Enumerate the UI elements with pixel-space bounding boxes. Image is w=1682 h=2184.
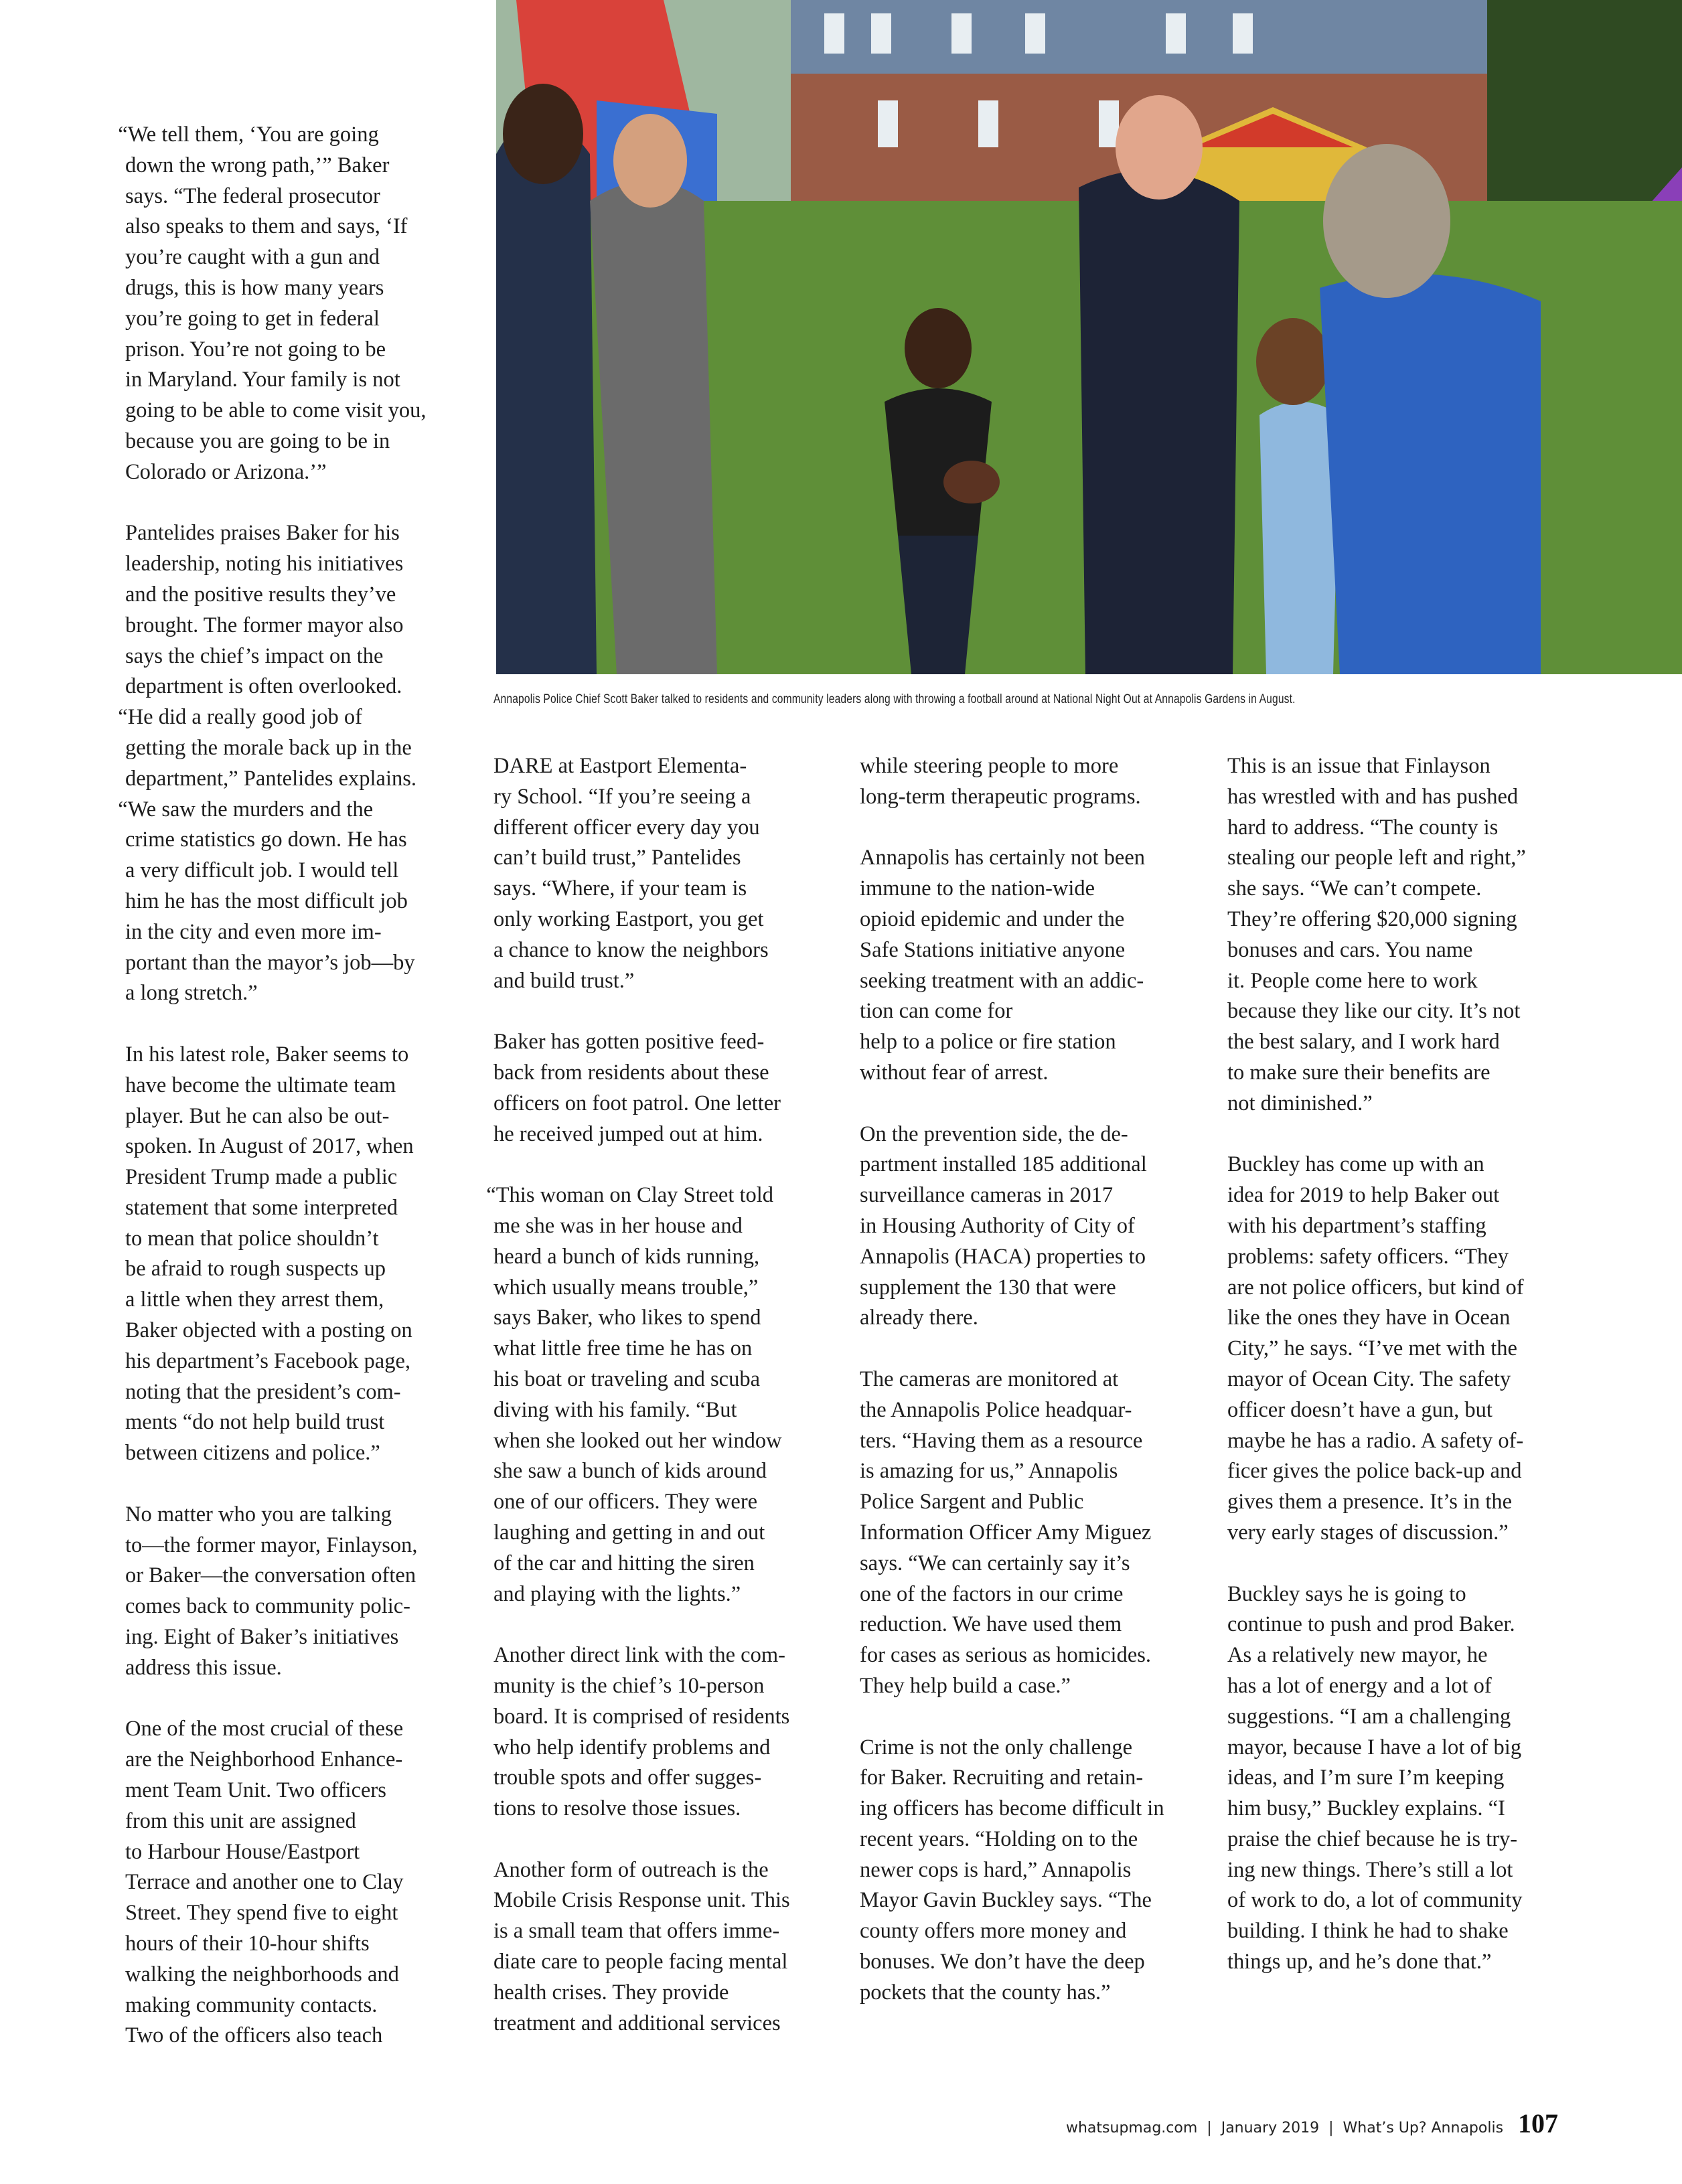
text-line: not diminished.” (1227, 1091, 1373, 1115)
text-line: supplement the 130 that were (860, 1275, 1116, 1300)
text-line: says the chief’s impact on the (125, 643, 384, 668)
text-line: one of our officers. They were (493, 1490, 758, 1514)
footer-website: whatsupmag.com (1066, 2120, 1198, 2136)
text-line: Baker has gotten positive feed- (493, 1030, 765, 1055)
text-line: to make sure their benefits are (1227, 1060, 1490, 1085)
text-line: brought. The former mayor also (125, 613, 404, 637)
text-line: drugs, this is how many years (125, 275, 384, 300)
text-line: a little when they arrest them, (125, 1288, 384, 1312)
text-line: noting that the president’s com- (125, 1379, 401, 1404)
text-line: be afraid to rough suspects up (125, 1257, 386, 1281)
paragraph (486, 1180, 842, 1610)
text-line: crime statistics go down. He has (125, 828, 407, 852)
text-line: DARE at Eastport Elementa- (493, 754, 747, 778)
text-line: ficer gives the police back-up and (1227, 1459, 1522, 1484)
text-line: officer doesn’t have a gun, but (1227, 1397, 1493, 1422)
text-line: seeking treatment with an addic- (860, 968, 1144, 993)
paragraph (1227, 1150, 1576, 1548)
paragraph (118, 120, 473, 488)
text-line: while steering people to more (860, 754, 1119, 778)
article-column-2 (486, 751, 842, 2039)
text-line: to mean that police shouldn’t (125, 1226, 379, 1251)
page-footer (1066, 2108, 1558, 2139)
paragraph (118, 518, 473, 1009)
article-column-1 (118, 120, 473, 2051)
text-line: you’re going to get in federal (125, 306, 380, 331)
text-line: comes back to community polic- (125, 1594, 411, 1619)
text-line: and build trust.” (493, 968, 635, 993)
text-line: City,” he says. “I’ve met with the (1227, 1336, 1517, 1361)
text-line: Street. They spend five to eight (125, 1901, 398, 1926)
text-line: because you are going to be in (125, 428, 390, 453)
text-line: address this issue. (125, 1655, 282, 1680)
text-line: in Maryland. Your family is not (125, 368, 400, 392)
text-line: ment Team Unit. Two officers (125, 1778, 386, 1803)
text-line: “This woman on Clay Street told (486, 1183, 774, 1208)
text-line: are the Neighborhood Enhance- (125, 1747, 403, 1772)
text-line: trouble spots and offer sugges- (493, 1766, 762, 1790)
paragraph (860, 751, 1208, 813)
text-line: spoken. In August of 2017, when (125, 1134, 414, 1159)
text-line: bonuses. We don’t have the deep (860, 1950, 1145, 1974)
article-photo (496, 0, 1682, 674)
article-column-3 (860, 751, 1208, 2009)
text-line: bonuses and cars. You name (1227, 937, 1473, 962)
paragraph (125, 1714, 473, 2051)
house-siding (791, 0, 1487, 74)
text-line: because they like our city. It’s not (1227, 999, 1521, 1024)
text-line: mayor, because I have a lot of big (1227, 1735, 1522, 1760)
text-line: “We saw the murders and the (118, 797, 374, 822)
text-line: pockets that the county has.” (860, 1980, 1111, 2005)
text-line: to Harbour House/Eastport (125, 1839, 360, 1864)
paragraph (1227, 751, 1576, 1119)
paragraph-gap (860, 1702, 1208, 1733)
text-line: mayor of Ocean City. The safety (1227, 1367, 1511, 1391)
text-line: me she was in her house and (493, 1213, 743, 1238)
paragraph-gap (125, 488, 473, 519)
text-line: Buckley says he is going to (1227, 1581, 1466, 1606)
text-line: health crises. They provide (493, 1980, 729, 2005)
text-line: tions to resolve those issues. (493, 1796, 741, 1821)
paragraph (860, 1119, 1208, 1334)
text-line: treatment and additional services (493, 2011, 781, 2035)
paragraph-gap (1227, 1549, 1576, 1579)
text-line: and the positive results they’ve (125, 582, 396, 607)
text-line: a long stretch.” (125, 981, 258, 1006)
text-line: him he has the most difficult job (125, 888, 408, 913)
text-line: him busy,” Buckley explains. “I (1227, 1796, 1505, 1821)
text-line: or Baker—the conversation often (125, 1563, 416, 1588)
text-line: prison. You’re not going to be (125, 337, 386, 362)
text-line: newer cops is hard,” Annapolis (860, 1857, 1132, 1882)
paragraph-gap (125, 1684, 473, 1715)
text-line: statement that some interpreted (125, 1195, 398, 1220)
text-line: Annapolis has certainly not been (860, 846, 1145, 870)
text-line: is a small team that offers imme- (493, 1919, 780, 1944)
paragraph (1227, 1579, 1576, 1978)
text-line: only working Eastport, you get (493, 907, 764, 931)
text-line: The cameras are monitored at (860, 1367, 1119, 1391)
text-line: diate care to people facing mental (493, 1950, 788, 1974)
paragraph (493, 1027, 842, 1150)
text-line: ideas, and I’m sure I’m keeping (1227, 1766, 1505, 1790)
text-line: also speaks to them and says, ‘If (125, 214, 408, 239)
text-line: one of the factors in our crime (860, 1581, 1124, 1606)
text-line: the best salary, and I work hard (1227, 1030, 1500, 1055)
text-line: are not police officers, but kind of (1227, 1275, 1524, 1300)
paragraph-gap (125, 1469, 473, 1500)
text-line: hours of their 10-hour shifts (125, 1932, 370, 1956)
paragraph-gap (1227, 1119, 1576, 1150)
text-line: when she looked out her window (493, 1428, 782, 1453)
paragraph-gap (493, 1610, 842, 1640)
text-line: a chance to know the neighbors (493, 937, 769, 962)
text-line: he received jumped out at him. (493, 1121, 763, 1146)
text-line: in Housing Authority of City of (860, 1213, 1135, 1238)
text-line: Information Officer Amy Miguez (860, 1520, 1152, 1545)
text-line: of the car and hitting the siren (493, 1551, 755, 1575)
text-line: you’re caught with a gun and (125, 245, 380, 270)
text-line: what little free time he has on (493, 1336, 753, 1361)
text-line: can’t build trust,” Pantelides (493, 846, 741, 870)
text-line: hard to address. “The county is (1227, 815, 1499, 840)
text-line: gives them a presence. It’s in the (1227, 1490, 1513, 1514)
text-line: They help build a case.” (860, 1673, 1071, 1698)
text-line: Baker objected with a posting on (125, 1318, 412, 1343)
text-line: Annapolis (HACA) properties to (860, 1244, 1146, 1269)
text-line: immune to the nation-wide (860, 876, 1095, 901)
text-line: long-term therapeutic programs. (860, 784, 1141, 809)
text-line: Buckley has come up with an (1227, 1152, 1484, 1177)
text-line: On the prevention side, the de- (860, 1121, 1128, 1146)
text-line: county offers more money and (860, 1919, 1127, 1944)
photo-caption: Annapolis Police Chief Scott Baker talked to residents and community leaders along with throwing a football around at National Night Out at Annapolis Gardens in August. (493, 692, 1296, 706)
text-line: and playing with the lights.” (493, 1581, 741, 1606)
text-line: between citizens and police.” (125, 1441, 380, 1466)
paragraph (493, 751, 842, 996)
text-line: making community contacts. (125, 1993, 378, 2017)
text-line: says Baker, who likes to spend (493, 1306, 761, 1330)
text-line: stealing our people left and right,” (1227, 846, 1526, 870)
text-line: from this unit are assigned (125, 1808, 356, 1833)
text-line: Safe Stations initiative anyone (860, 937, 1126, 962)
text-line: for Baker. Recruiting and retain- (860, 1766, 1144, 1790)
paragraph-gap (493, 1150, 842, 1180)
text-line: heard a bunch of kids running, (493, 1244, 760, 1269)
text-line: Pantelides praises Baker for his (125, 521, 400, 546)
text-line: department is often overlooked. (125, 674, 402, 699)
text-line: his department’s Facebook page, (125, 1348, 410, 1373)
text-line: which usually means trouble,” (493, 1275, 759, 1300)
text-line: recent years. “Holding on to the (860, 1826, 1138, 1851)
text-line: continue to push and prod Baker. (1227, 1612, 1515, 1637)
text-line: Two of the officers also teach (125, 2023, 383, 2048)
text-line: for cases as serious as homicides. (860, 1643, 1152, 1668)
footer-separator: | (1328, 2120, 1334, 2136)
text-line: praise the chief because he is try- (1227, 1826, 1518, 1851)
text-line: Police Sargent and Public (860, 1490, 1084, 1514)
text-line: reduction. We have used them (860, 1612, 1122, 1637)
text-line: without fear of arrest. (860, 1060, 1049, 1085)
text-line: surveillance cameras in 2017 (860, 1183, 1114, 1208)
text-line: ing officers has become difficult in (860, 1796, 1164, 1821)
paragraph-gap (125, 1009, 473, 1040)
text-line: like the ones they have in Ocean (1227, 1306, 1511, 1330)
text-line: of work to do, a lot of community (1227, 1888, 1523, 1913)
text-line: Terrace and another one to Clay (125, 1870, 404, 1895)
text-line: ry School. “If you’re seeing a (493, 784, 751, 809)
text-line: is amazing for us,” Annapolis (860, 1459, 1118, 1484)
paragraph (125, 1040, 473, 1469)
text-line: “We tell them, ‘You are going (118, 123, 379, 147)
text-line: has wrestled with and has pushed (1227, 784, 1519, 809)
text-line: says. “The federal prosecutor (125, 183, 380, 208)
paragraph (493, 1855, 842, 2039)
text-line: opioid epidemic and under the (860, 907, 1125, 931)
text-line: very early stages of discussion.” (1227, 1520, 1509, 1545)
text-line: Mayor Gavin Buckley says. “The (860, 1888, 1152, 1913)
text-line: walking the neighborhoods and (125, 1962, 399, 1986)
text-line: ters. “Having them as a resource (860, 1428, 1143, 1453)
text-line: diving with his family. “But (493, 1397, 737, 1422)
paragraph-gap (860, 813, 1208, 844)
paragraph-gap (493, 1824, 842, 1855)
text-line: help to a police or fire station (860, 1030, 1116, 1055)
text-line: have become the ultimate team (125, 1073, 396, 1097)
text-line: getting the morale back up in the (125, 735, 412, 760)
text-line: already there. (860, 1306, 978, 1330)
text-line: department,” Pantelides explains. (125, 766, 417, 791)
paragraph-gap (860, 1089, 1208, 1119)
text-line: suggestions. “I am a challenging (1227, 1704, 1511, 1729)
text-line: maybe he has a radio. A safety of- (1227, 1428, 1524, 1453)
text-line: ing new things. There’s still a lot (1227, 1857, 1513, 1882)
text-line: tion can come for (860, 999, 1013, 1024)
text-line: ments “do not help build trust (125, 1410, 385, 1435)
paragraph (860, 1733, 1208, 2009)
text-line: she says. “We can’t compete. (1227, 876, 1482, 901)
text-line: In his latest role, Baker seems to (125, 1042, 409, 1067)
text-line: board. It is comprised of residents (493, 1704, 790, 1729)
text-line: Colorado or Arizona.’” (125, 459, 327, 484)
text-line: going to be able to come visit you, (125, 398, 427, 423)
text-line: down the wrong path,’” Baker (125, 153, 390, 177)
text-line: leadership, noting his initiatives (125, 552, 404, 576)
text-line: things up, and he’s done that.” (1227, 1950, 1492, 1974)
text-line: officers on foot patrol. One letter (493, 1091, 781, 1115)
text-line: says. “Where, if your team is (493, 876, 747, 901)
text-line: They’re offering $20,000 signing (1227, 907, 1517, 931)
text-line: the Annapolis Police headquar- (860, 1397, 1132, 1422)
text-line: munity is the chief’s 10-person (493, 1673, 765, 1698)
text-line: building. I think he had to shake (1227, 1919, 1509, 1944)
text-line: “He did a really good job of (118, 705, 362, 730)
footer-publication: What’s Up? Annapolis (1343, 2120, 1504, 2136)
paragraph (860, 843, 1208, 1088)
text-line: a very difficult job. I would tell (125, 858, 399, 883)
paragraph (493, 1640, 842, 1824)
text-line: One of the most crucial of these (125, 1717, 404, 1741)
text-line: to—the former mayor, Finlayson, (125, 1533, 418, 1557)
text-line: Crime is not the only challenge (860, 1735, 1133, 1760)
text-line: different officer every day you (493, 815, 760, 840)
paragraph (860, 1364, 1208, 1702)
text-line: President Trump made a public (125, 1165, 398, 1190)
text-line: portant than the mayor’s job—by (125, 950, 415, 975)
footer-separator: | (1207, 2120, 1212, 2136)
text-line: with his department’s staffing (1227, 1213, 1486, 1238)
text-line: partment installed 185 additional (860, 1152, 1147, 1177)
text-line: says. “We can certainly say it’s (860, 1551, 1130, 1575)
text-line: she saw a bunch of kids around (493, 1459, 767, 1484)
paragraph-gap (860, 1334, 1208, 1364)
text-line: Mobile Crisis Response unit. This (493, 1888, 790, 1913)
text-line: problems: safety officers. “They (1227, 1244, 1509, 1269)
paragraph-gap (493, 996, 842, 1027)
text-line: has a lot of energy and a lot of (1227, 1673, 1492, 1698)
text-line: it. People come here to work (1227, 968, 1478, 993)
footer-issue-date: January 2019 (1221, 2120, 1320, 2136)
text-line: who help identify problems and (493, 1735, 771, 1760)
text-line: No matter who you are talking (125, 1502, 392, 1527)
page-number: 107 (1518, 2108, 1559, 2138)
tree (1487, 0, 1682, 221)
text-line: in the city and even more im- (125, 919, 382, 944)
text-line: As a relatively new mayor, he (1227, 1643, 1488, 1668)
text-line: idea for 2019 to help Baker out (1227, 1183, 1500, 1208)
paragraph (125, 1500, 473, 1684)
text-line: laughing and getting in and out (493, 1520, 765, 1545)
text-line: his boat or traveling and scuba (493, 1367, 761, 1391)
text-line: Another direct link with the com- (493, 1643, 785, 1668)
text-line: This is an issue that Finlayson (1227, 754, 1490, 778)
text-line: ing. Eight of Baker’s initiatives (125, 1625, 399, 1650)
text-line: back from residents about these (493, 1060, 769, 1085)
text-line: player. But he can also be out- (125, 1103, 390, 1128)
text-line: Another form of outreach is the (493, 1857, 769, 1882)
article-column-4 (1227, 751, 1576, 1978)
